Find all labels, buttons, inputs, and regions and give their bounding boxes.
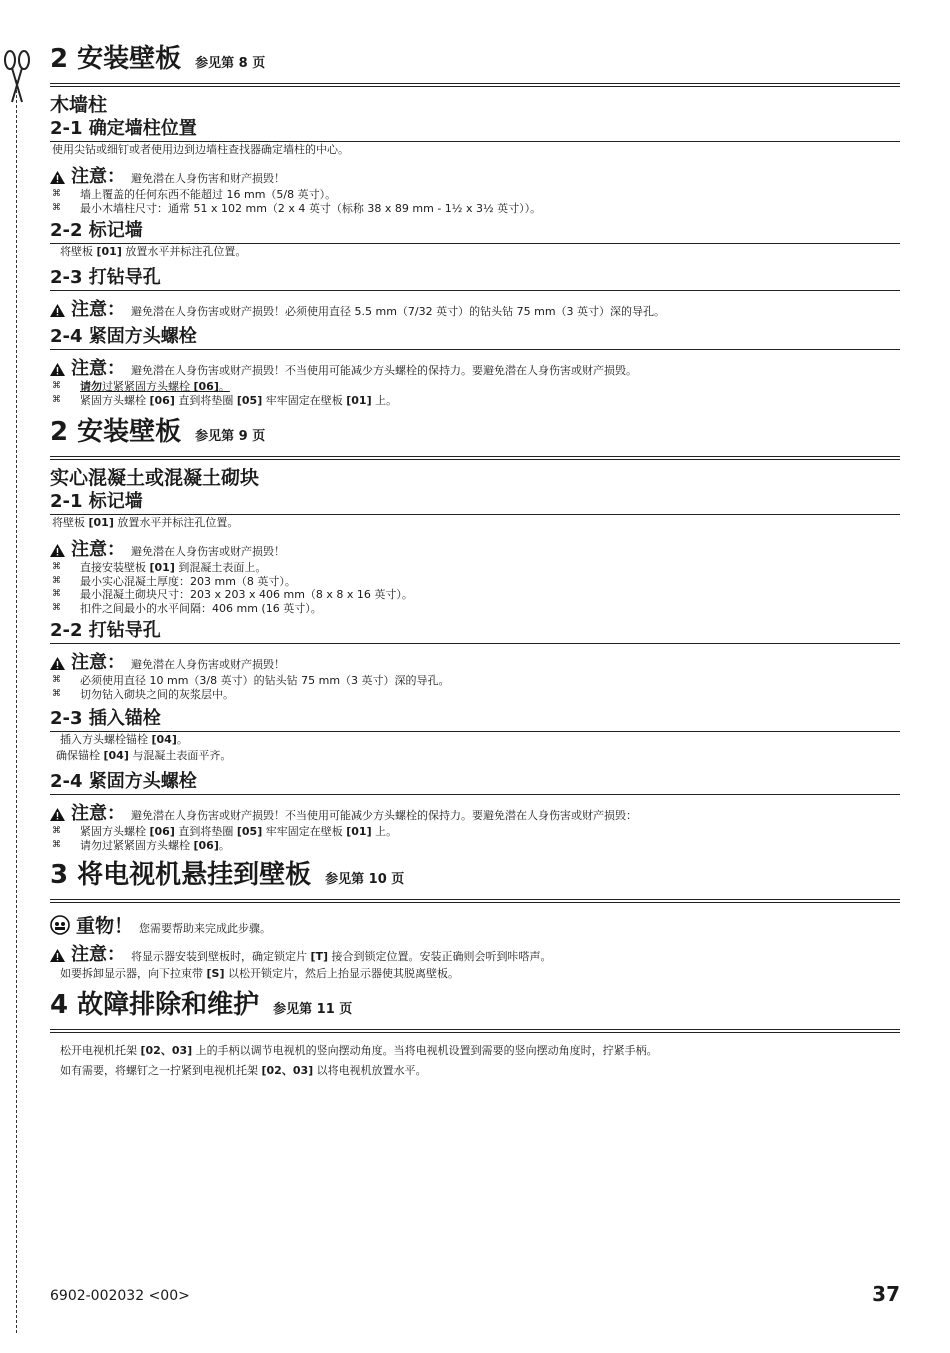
see-page-ref: 参见第 10 页 (325, 872, 405, 887)
warning-icon (50, 171, 65, 184)
step-title: 2-1 标记墙 (50, 490, 900, 515)
list-item: ⌘ 请勿过紧紧固方头螺栓 [06]。 (52, 838, 230, 852)
step-title: 2-2 打钻导孔 (50, 619, 900, 644)
warning-icon (50, 808, 65, 821)
caution-block: 注意： 将显示器安装到壁板时，确定锁定片 [T] 接合到锁定位置。安装正确则会听到咔嗒声。 (50, 940, 900, 966)
step-text: 将壁板 [01] 放置水平并标注孔位置。 (52, 516, 239, 529)
list-item: ⌘ 最小木墙柱尺寸：通常 51 x 102 mm（2 x 4 英寸（标称 38 x 89 mm - 1½ x 3½ 英寸））。 (52, 201, 542, 215)
step-title: 2-2 标记墙 (50, 219, 900, 244)
section-heading-wood: 2 安装壁板 参见第 8 页 (50, 42, 900, 87)
caution-block: 注意： 避免潜在人身伤害或财产损毁！ (50, 648, 900, 674)
heavy-lift-icon (50, 915, 70, 935)
list-item: ⌘ 最小实心混凝土厚度：203 mm（8 英寸）。 (52, 574, 296, 588)
step-text: 插入方头螺栓锚栓 [04]。 (60, 733, 188, 746)
step-text: 确保锚栓 [04] 与混凝土表面平齐。 (56, 749, 232, 762)
cut-line (16, 80, 17, 1333)
step-title: 2-1 确定墙柱位置 (50, 117, 900, 142)
document-code: 6902-002032 <00> (50, 1288, 190, 1304)
bullet-icon: ⌘ (52, 575, 61, 586)
caution-list (50, 674, 900, 701)
warning-icon (50, 363, 65, 376)
caution-block: 注意： 避免潜在人身伤害和财产损毁！ (50, 162, 900, 188)
step-title: 2-3 插入锚栓 (50, 707, 900, 732)
list-item: ⌘ 扣件之间最小的水平间隔：406 mm (16 英寸）。 (52, 601, 322, 615)
bullet-icon: ⌘ (52, 189, 61, 199)
scissors-icon (2, 48, 32, 104)
step-text: 如有需要，将螺钉之一拧紧到电视机托架 [02、03] 以将电视机放置水平。 (60, 1064, 427, 1077)
caution-list (50, 380, 900, 407)
bullet-icon: ⌘ (52, 675, 61, 685)
bullet-icon: ⌘ (52, 826, 61, 836)
bullet-icon: ⌘ (52, 602, 61, 613)
see-page-ref: 参见第 9 页 (195, 429, 266, 444)
section-heading-hang-tv: 3 将电视机悬挂到壁板 参见第 10 页 (50, 858, 900, 903)
caution-block: 注意： 避免潜在人身伤害或财产损毁！ (50, 535, 900, 561)
list-item: ⌘ 直接安装壁板 [01] 到混凝土表面上。 (52, 561, 267, 574)
step-text: 使用尖钻或细钉或者使用边到边墙柱查找器确定墙柱的中心。 (52, 143, 349, 156)
page-content (50, 40, 900, 1081)
subheading-wood-studs: 木墙柱 (50, 94, 108, 116)
step-text: 将壁板 [01] 放置水平并标注孔位置。 (60, 245, 247, 258)
list-item: ⌘ 紧固方头螺栓 [06] 直到将垫圈 [05] 牢牢固定在壁板 [01] 上。 (52, 825, 398, 838)
caution-list (50, 188, 900, 215)
heavy-object-notice: 重物！ 您需要帮助来完成此步骤。 (50, 911, 900, 938)
bullet-icon: ⌘ (52, 562, 61, 572)
step-title: 2-4 紧固方头螺栓 (50, 770, 900, 795)
step-text: 松开电视机托架 [02、03] 上的手柄以调节电视机的竖向摆动角度。当将电视机设置到需要的竖向摆动角度时，拧紧手柄。 (60, 1044, 658, 1057)
bullet-icon: ⌘ (52, 688, 61, 699)
bullet-icon: ⌘ (52, 202, 61, 213)
step-title: 2-4 紧固方头螺栓 (50, 325, 900, 350)
bullet-icon: ⌘ (52, 381, 61, 391)
page-number: 37 (872, 1282, 900, 1306)
bullet-icon: ⌘ (52, 589, 61, 599)
step-text: 如要拆卸显示器，向下拉束带 [S] 以松开锁定片，然后上抬显示器使其脱离壁板。 (60, 967, 459, 980)
list-item: ⌘ 必须使用直径 10 mm（3/8 英寸）的钻头钻 75 mm（3 英寸）深的导孔。 (52, 674, 450, 687)
warning-icon (50, 544, 65, 557)
list-item: ⌘ 墙上覆盖的任何东西不能超过 16 mm（5/8 英寸）。 (52, 188, 337, 201)
list-item: ⌘ 切勿钻入砌块之间的灰浆层中。 (52, 687, 234, 701)
section-heading-concrete: 2 安装壁板 参见第 9 页 (50, 415, 900, 460)
warning-icon (50, 657, 65, 670)
subheading-concrete: 实心混凝土或混凝土砌块 (50, 467, 260, 489)
warning-icon (50, 949, 65, 962)
caution-block: 注意： 避免潜在人身伤害或财产损毁！不当使用可能减少方头螺栓的保持力。要避免潜在人身伤害或财产损毁。 (50, 354, 900, 380)
caution-list (50, 561, 900, 615)
step-title: 2-3 打钻导孔 (50, 266, 900, 291)
see-page-ref: 参见第 11 页 (273, 1002, 353, 1017)
bullet-icon: ⌘ (52, 839, 61, 850)
caution-list (50, 825, 900, 852)
warning-icon (50, 304, 65, 317)
section-heading-troubleshooting: 4 故障排除和维护 参见第 11 页 (50, 988, 900, 1033)
list-item: ⌘ 最小混凝土砌块尺寸：203 x 203 x 406 mm（8 x 8 x 16 英寸）。 (52, 588, 413, 601)
caution-block: 注意： 避免潜在人身伤害或财产损毁！不当使用可能减少方头螺栓的保持力。要避免潜在人身伤害或财产损毁： (50, 799, 900, 825)
list-item: ⌘ 紧固方头螺栓 [06] 直到将垫圈 [05] 牢牢固定在壁板 [01] 上。 (52, 393, 398, 407)
see-page-ref: 参见第 8 页 (195, 56, 266, 71)
bullet-icon: ⌘ (52, 394, 61, 405)
caution-block: 注意： 避免潜在人身伤害或财产损毁！必须使用直径 5.5 mm（7/32 英寸）的钻头钻 75 mm（3 英寸）深的导孔。 (50, 295, 900, 321)
list-item: ⌘ 请勿过紧紧固方头螺栓 [06]。 (52, 380, 230, 393)
